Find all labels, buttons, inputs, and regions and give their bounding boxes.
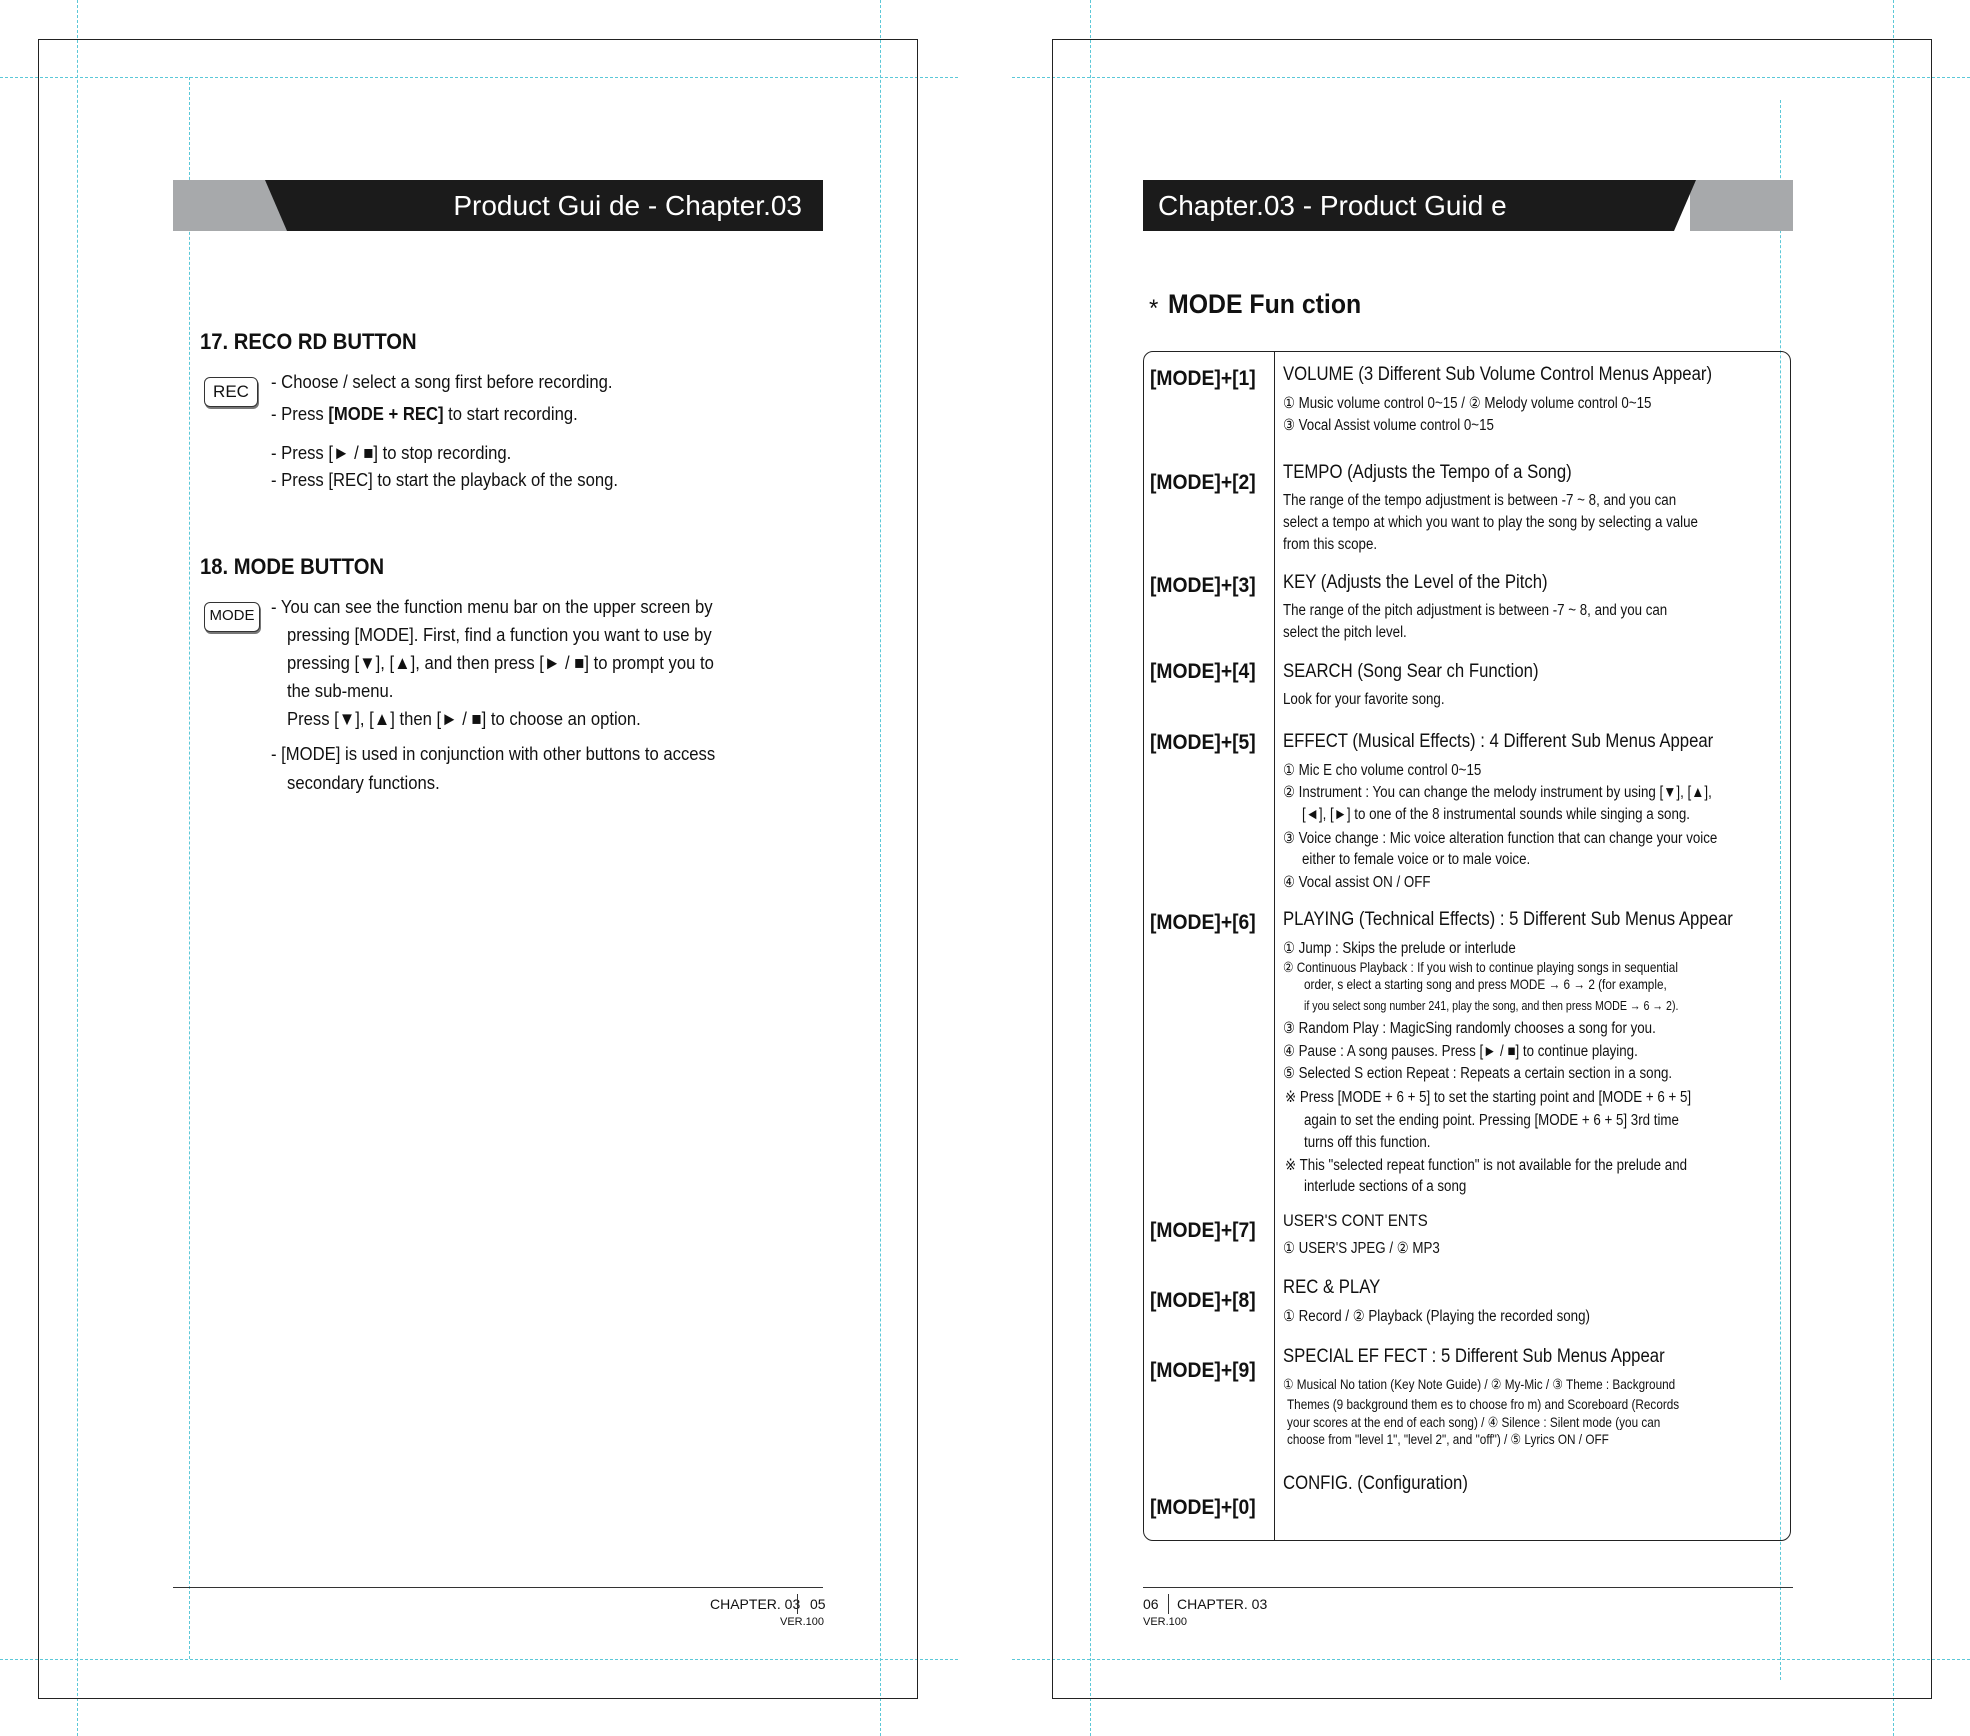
mode-5-line-3: [◄], [►] to one of the 8 instrumental sounds while singing a song.: [1302, 806, 1691, 823]
mode-7-line-1: ① USER'S JPEG / ② MP3: [1283, 1240, 1440, 1257]
mode-line-4: the sub-menu.: [287, 680, 394, 701]
left-footer-page-number: 05: [810, 1596, 826, 1612]
left-footer-chapter: CHAPTER. 03: [710, 1596, 801, 1612]
right-footer-rule: [1143, 1587, 1793, 1588]
mode-6-line-12: interlude sections of a song: [1304, 1178, 1467, 1195]
record-line-3: - Press [► / ■] to stop recording.: [271, 442, 512, 463]
mode-label-8: [MODE]+[8]: [1150, 1289, 1256, 1312]
mode-9-line-2: Themes (9 background them es to choose fro m) and Scoreboard (Records: [1287, 1396, 1680, 1412]
mode-line-3: pressing [▼], [▲], and then press [► / ■] to prompt you to: [287, 652, 714, 673]
mode-label-4: [MODE]+[4]: [1150, 660, 1256, 683]
mode-line-1: - You can see the function menu bar on the upper screen by: [271, 596, 713, 617]
left-header-title: Product Gui de - Chapter.03: [453, 190, 802, 221]
section-title-mode-button: 18. MODE BUTTON: [200, 554, 385, 579]
mode-6-line-4: if you select song number 241, play the song, and then press MODE → 6 → 2).: [1304, 998, 1679, 1013]
mode-title-playing: PLAYING (Technical Effects) : 5 Different Sub Menus Appear: [1283, 909, 1733, 930]
mode-6-line-7: ⑤ Selected S ection Repeat : Repeats a certain section in a song.: [1283, 1065, 1673, 1082]
mode-2-line-1: The range of the tempo adjustment is between -7 ~ 8, and you can: [1283, 492, 1677, 509]
mode-title-users-contents: USER'S CONT ENTS: [1283, 1211, 1428, 1230]
mode-title-special-effect: SPECIAL EF FECT : 5 Different Sub Menus Appear: [1283, 1346, 1665, 1367]
mode-9-line-1: ① Musical No tation (Key Note Guide) / ② My-Mic / ③ Theme : Background: [1283, 1376, 1676, 1392]
record-line-1: - Choose / select a song first before recording.: [271, 371, 613, 392]
mode-title-tempo: TEMPO (Adjusts the Tempo of a Song): [1283, 462, 1572, 483]
mode-2-line-3: from this scope.: [1283, 536, 1378, 553]
mode-9-line-4: choose from "level 1", "level 2", and "off") / ⑤ Lyrics ON / OFF: [1287, 1431, 1609, 1447]
mode-6-line-2: ② Continuous Playback : If you wish to continue playing songs in sequential: [1283, 959, 1678, 975]
right-footer-separator: [1168, 1594, 1169, 1614]
mode-label-3: [MODE]+[3]: [1150, 574, 1256, 597]
mode-6-line-5: ③ Random Play : MagicSing randomly chooses a song for you.: [1283, 1020, 1656, 1037]
mode-title-rec-play: REC & PLAY: [1283, 1277, 1381, 1298]
mode-title-volume: VOLUME (3 Different Sub Volume Control Menus Appear): [1283, 364, 1713, 385]
mode-table-divider: [1274, 352, 1275, 1540]
mode-label-2: [MODE]+[2]: [1150, 471, 1256, 494]
mode-9-line-3: your scores at the end of each song) / ④ Silence : Silent mode (you can: [1287, 1414, 1661, 1430]
mode-2-line-2: select a tempo at which you want to play the song by selecting a value: [1283, 514, 1698, 531]
mode-label-9: [MODE]+[9]: [1150, 1359, 1256, 1382]
mode-1-line-2: ③ Vocal Assist volume control 0~15: [1283, 417, 1494, 434]
mode-6-line-9: again to set the ending point. Pressing [MODE + 6 + 5] 3rd time: [1304, 1112, 1679, 1129]
mode-line-2: pressing [MODE]. First, find a function you want to use by: [287, 624, 712, 645]
mode-5-line-6: ④ Vocal assist ON / OFF: [1283, 874, 1431, 891]
left-footer-version: VER.100: [780, 1616, 825, 1628]
mode-title-search: SEARCH (Song Sear ch Function): [1283, 661, 1539, 682]
right-header-title: Chapter.03 - Product Guid e: [1158, 190, 1507, 221]
mode-line-6: - [MODE] is used in conjunction with other buttons to access: [271, 743, 716, 764]
mode-4-line-1: Look for your favorite song.: [1283, 691, 1445, 708]
record-line-2: - Press [MODE + REC] to start recording.: [271, 403, 578, 424]
mode-6-line-1: ① Jump : Skips the prelude or interlude: [1283, 940, 1516, 957]
right-header-gray-tab: [1690, 180, 1793, 231]
right-footer-chapter: CHAPTER. 03: [1177, 1596, 1268, 1612]
mode-6-line-10: turns off this function.: [1304, 1134, 1431, 1151]
mode-line-7: secondary functions.: [287, 772, 440, 793]
mode-label-1: [MODE]+[1]: [1150, 367, 1256, 390]
mode-5-line-1: ① Mic E cho volume control 0~15: [1283, 762, 1482, 779]
mode-1-line-1: ① Music volume control 0~15 / ② Melody volume control 0~15: [1283, 395, 1652, 412]
mode-6-line-6: ④ Pause : A song pauses. Press [► / ■] to continue playing.: [1283, 1043, 1638, 1060]
mode-title-config: CONFIG. (Configuration): [1283, 1473, 1468, 1494]
mode-8-line-1: ① Record / ② Playback (Playing the recorded song): [1283, 1308, 1590, 1325]
mode-label-5: [MODE]+[5]: [1150, 731, 1256, 754]
right-footer-page-number: 06: [1143, 1596, 1159, 1612]
left-page-frame: [38, 39, 918, 1699]
mode-label-6: [MODE]+[6]: [1150, 911, 1256, 934]
mode-6-line-3: order, s elect a starting song and press MODE → 6 → 2 (for example,: [1304, 976, 1667, 992]
mode-line-5: Press [▼], [▲] then [► / ■] to choose an option.: [287, 708, 641, 729]
mode-label-7: [MODE]+[7]: [1150, 1219, 1256, 1242]
mode-6-line-11: ※ This "selected repeat function" is not available for the prelude and: [1285, 1157, 1688, 1174]
mode-6-line-8: ※ Press [MODE + 6 + 5] to set the starting point and [MODE + 6 + 5]: [1285, 1089, 1692, 1106]
mode-3-line-2: select the pitch level.: [1283, 624, 1407, 641]
record-line-4: - Press [REC] to start the playback of the song.: [271, 469, 619, 490]
mode-5-line-5: either to female voice or to male voice.: [1302, 851, 1531, 868]
mode-title-key: KEY (Adjusts the Level of the Pitch): [1283, 572, 1548, 593]
left-footer-rule: [173, 1587, 823, 1588]
right-footer-version: VER.100: [1143, 1616, 1188, 1628]
mode-function-heading: MODE Fun ction: [1168, 289, 1362, 319]
mode-5-line-2: ② Instrument : You can change the melody instrument by using [▼], [▲],: [1283, 784, 1712, 801]
rec-button-icon: REC: [204, 377, 258, 407]
mode-title-effect: EFFECT (Musical Effects) : 4 Different Sub Menus Appear: [1283, 731, 1714, 752]
section-title-record-button: 17. RECO RD BUTTON: [200, 329, 417, 354]
mode-button-icon: MODE: [204, 602, 260, 632]
mode-3-line-1: The range of the pitch adjustment is between -7 ~ 8, and you can: [1283, 602, 1668, 619]
mode-label-0: [MODE]+[0]: [1150, 1496, 1256, 1519]
heading-asterisk: *: [1149, 295, 1159, 322]
mode-5-line-4: ③ Voice change : Mic voice alteration function that can change your voice: [1283, 830, 1718, 847]
left-footer-separator: [797, 1594, 798, 1614]
